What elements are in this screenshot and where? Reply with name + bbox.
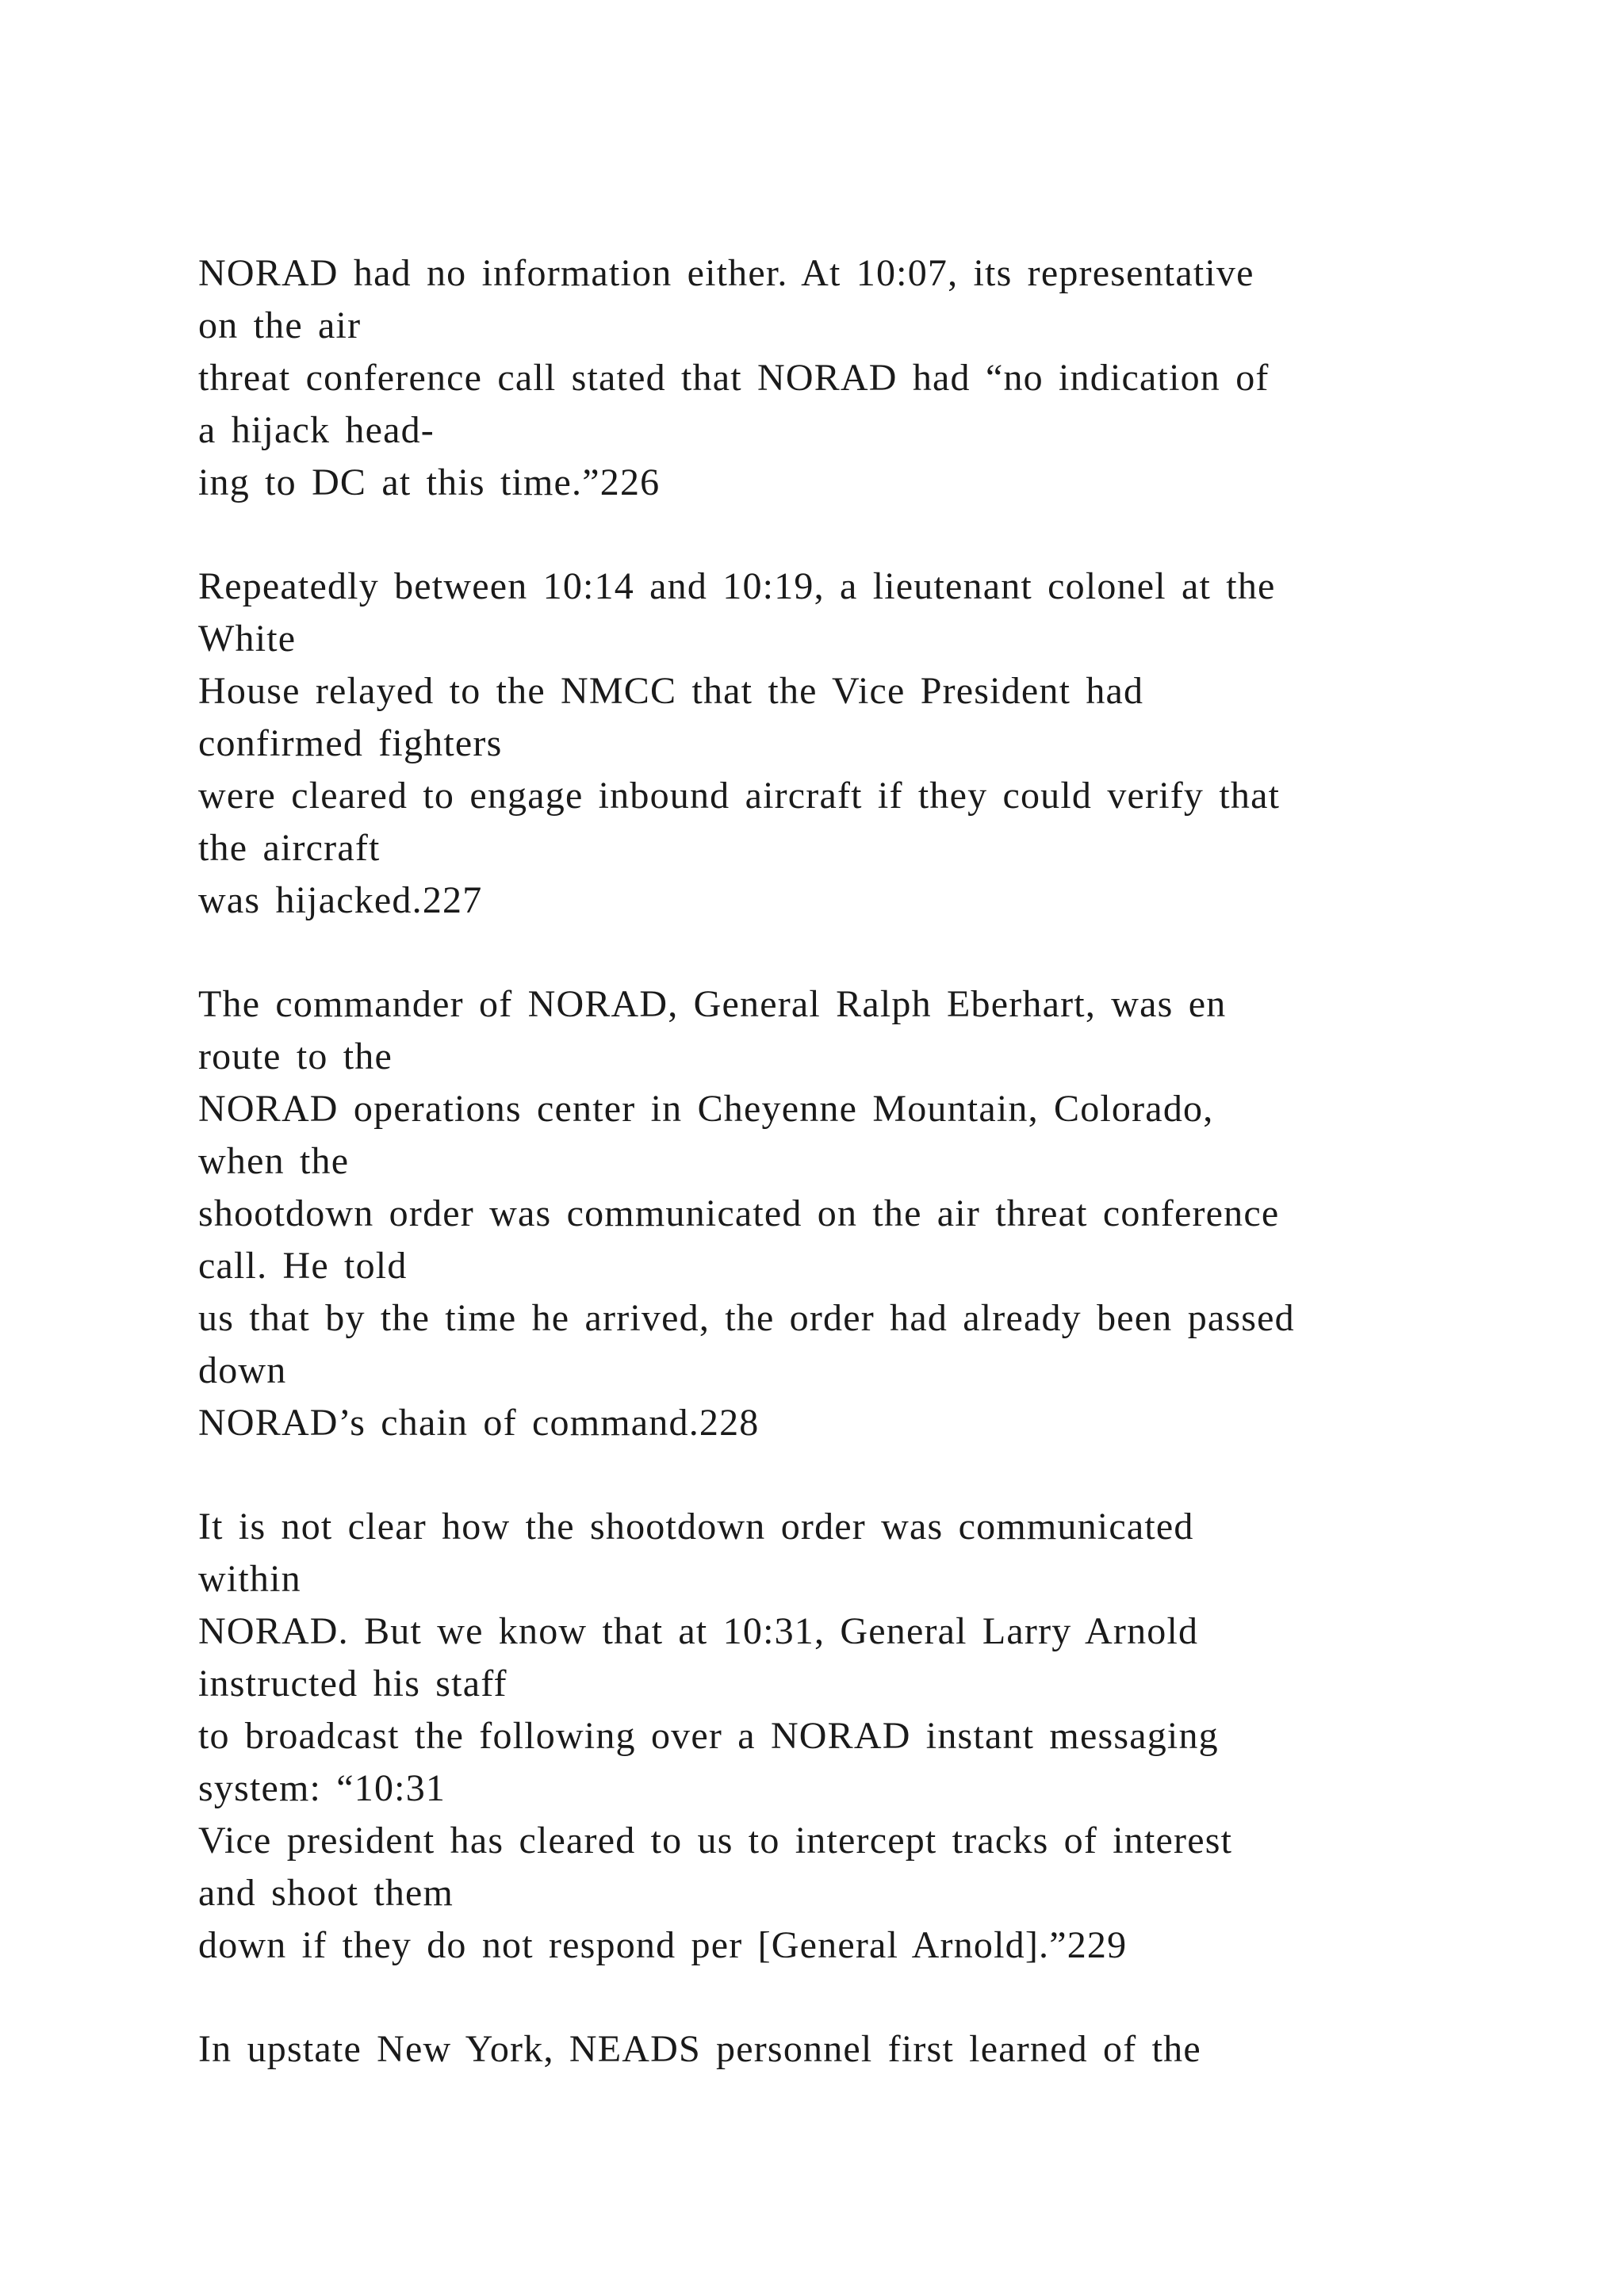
text-line: system: “10:31: [198, 1766, 446, 1809]
paragraph-gap: [198, 1971, 1435, 2023]
text-line: down: [198, 1349, 287, 1391]
text-line: down if they do not respond per [General Arnold].”229: [198, 1923, 1128, 1966]
text-line: Vice president has cleared to us to intercept tracks of interest: [198, 1819, 1233, 1862]
text-line: confirmed fighters: [198, 722, 503, 765]
text-line: were cleared to engage inbound aircraft if they could verify that: [198, 774, 1281, 817]
text-line: to broadcast the following over a NORAD instant messaging: [198, 1714, 1219, 1757]
text-line: when the: [198, 1140, 350, 1183]
text-line: ing to DC at this time.”226: [198, 461, 661, 503]
text-line: House relayed to the NMCC that the Vice President had: [198, 670, 1144, 713]
text-line: route to the: [198, 1035, 393, 1078]
text-line: the aircraft: [198, 826, 381, 869]
text-line: White: [198, 618, 297, 660]
paragraph-1: [198, 247, 1435, 508]
text-line: The commander of NORAD, General Ralph Eberhart, was en: [198, 983, 1227, 1026]
text-line: and shoot them: [198, 1871, 454, 1914]
text-line: In upstate New York, NEADS personnel first learned of the: [198, 2028, 1201, 2071]
paragraph-4: [198, 1501, 1435, 1971]
paragraph-5: [198, 2023, 1435, 2076]
text-line: NORAD operations center in Cheyenne Mountain, Colorado,: [198, 1088, 1214, 1131]
text-line: NORAD’s chain of command.228: [198, 1401, 760, 1444]
text-line: NORAD. But we know that at 10:31, General Larry Arnold: [198, 1610, 1199, 1653]
body-text: [198, 247, 1435, 2076]
text-line: shootdown order was communicated on the air threat conference: [198, 1192, 1280, 1235]
paragraph-3: [198, 978, 1435, 1448]
text-line: threat conference call stated that NORAD had “no indication of: [198, 356, 1270, 399]
text-line: us that by the time he arrived, the order had already been passed: [198, 1296, 1295, 1339]
paragraph-gap: [198, 508, 1435, 561]
paragraph-gap: [198, 927, 1435, 979]
text-line: within: [198, 1558, 301, 1601]
text-line: a hijack head-: [198, 408, 435, 451]
text-line: instructed his staff: [198, 1663, 508, 1705]
text-line: was hijacked.227: [198, 878, 483, 921]
text-line: NORAD had no information either. At 10:07, its representative: [198, 252, 1254, 294]
text-line: on the air: [198, 304, 362, 346]
paragraph-2: [198, 561, 1435, 926]
text-line: It is not clear how the shootdown order was communicated: [198, 1506, 1194, 1548]
paragraph-gap: [198, 1448, 1435, 1501]
text-line: Repeatedly between 10:14 and 10:19, a lieutenant colonel at the: [198, 565, 1276, 608]
text-line: call. He told: [198, 1244, 408, 1287]
